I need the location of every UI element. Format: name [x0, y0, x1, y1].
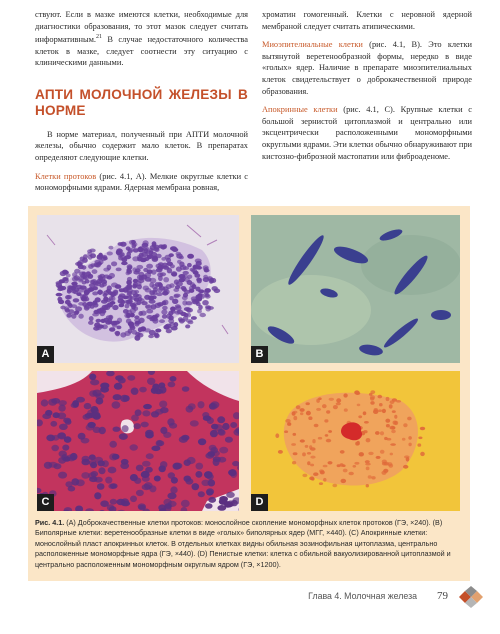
panel-c	[37, 371, 239, 511]
panel-d	[251, 371, 460, 511]
panel-letter: A	[37, 346, 54, 363]
myoepithelial-paragraph: Миоэпителиальные клетки (рис. 4.1, B). Это клетки вытянутой веретенообразной формы, нередко в виде «голых» ядер. Наличие в препарате миоэпителиальных клеток свидетельствует о доброкачественной природе образования.	[262, 40, 473, 96]
panel-letter: C	[37, 494, 54, 511]
right-column	[262, 9, 472, 162]
footnote-ref: 21	[95, 34, 102, 41]
ductal-cells-paragraph: Клетки протоков (рис. 4.1, A). Мелкие округлые клетки с мономорфными ядрами. Ядерная мембрана ровная,	[35, 171, 248, 193]
foam-cell-micrograph-icon	[251, 371, 460, 511]
triangle-ornament-icon	[457, 586, 487, 608]
normal-paragraph: В норме материал, полученный при АПТИ молочной железы, обычно содержит мало клеток. В препаратах определяют следующие клетки.	[35, 129, 248, 162]
apocrine-term: Апокринные клетки	[262, 105, 338, 115]
panel-a	[37, 215, 239, 363]
apocrine-paragraph: Апокринные клетки (рис. 4.1, C). Крупные клетки с большой зернистой цитоплазмой и центрально или эксцентрически расположенными мономорфными округлыми ядрами. Эти клетки обычно обнаруживают при кистозно-фиброзной мастопатии или фиброаденоме.	[262, 105, 472, 161]
panel-b	[251, 215, 460, 363]
figure-4-1	[28, 206, 470, 581]
left-column	[35, 9, 248, 194]
continuation-paragraph: хроматин гомогенный. Клетки с неровной ядерной мембраной следует считать атипическими.	[262, 10, 472, 31]
ductal-cells-term: Клетки протоков	[35, 171, 97, 181]
myoepithelial-cells-micrograph-icon	[251, 215, 460, 363]
figure-caption: Рис. 4.1. (A) Доброкачественные клетки протоков: монослойное скопление мономорфных клеток протоков (ГЭ, ×240). (B) Биполярные клетки: веретенообразные клетки в виде «голых» биполярных ядер (МГГ, ×440). (C) Апокринные клетки: монослойный пласт апокринных клеток. В отдельных клетках видны обильная эозинофильная цитоплазма, центрально расположенные мономорфные ядра (ГЭ, ×440). (D) Пенистые клетки: клетка с обильной вакуолизированной цитоплазмой и центрально расположенным мономорфным округлым ядром (ГЭ, ×1200).	[35, 518, 451, 569]
page-number: 79	[437, 590, 448, 602]
apocrine-cells-micrograph-icon	[37, 371, 239, 511]
intro-paragraph: ствуют. Если в мазке имеются клетки, необходимые для диагностики образования, то этот мазок следует считать информативным.$^{21}$ В случае недостаточного количества клеток в мазке, следует соотнести эту ситуацию с клиническими данными.	[35, 10, 248, 68]
myoepithelial-term: Миоэпителиальные клетки	[262, 40, 363, 50]
section-heading: АПТИ МОЛОЧНОЙ ЖЕЛЕЗЫ В НОРМЕ	[35, 86, 248, 118]
caption-label: Рис. 4.1.	[35, 518, 65, 527]
ductal-cells-micrograph-icon	[37, 215, 239, 363]
panel-letter: B	[251, 346, 268, 363]
panel-letter: D	[251, 494, 268, 511]
chapter-footer: Глава 4. Молочная железа	[308, 591, 417, 601]
